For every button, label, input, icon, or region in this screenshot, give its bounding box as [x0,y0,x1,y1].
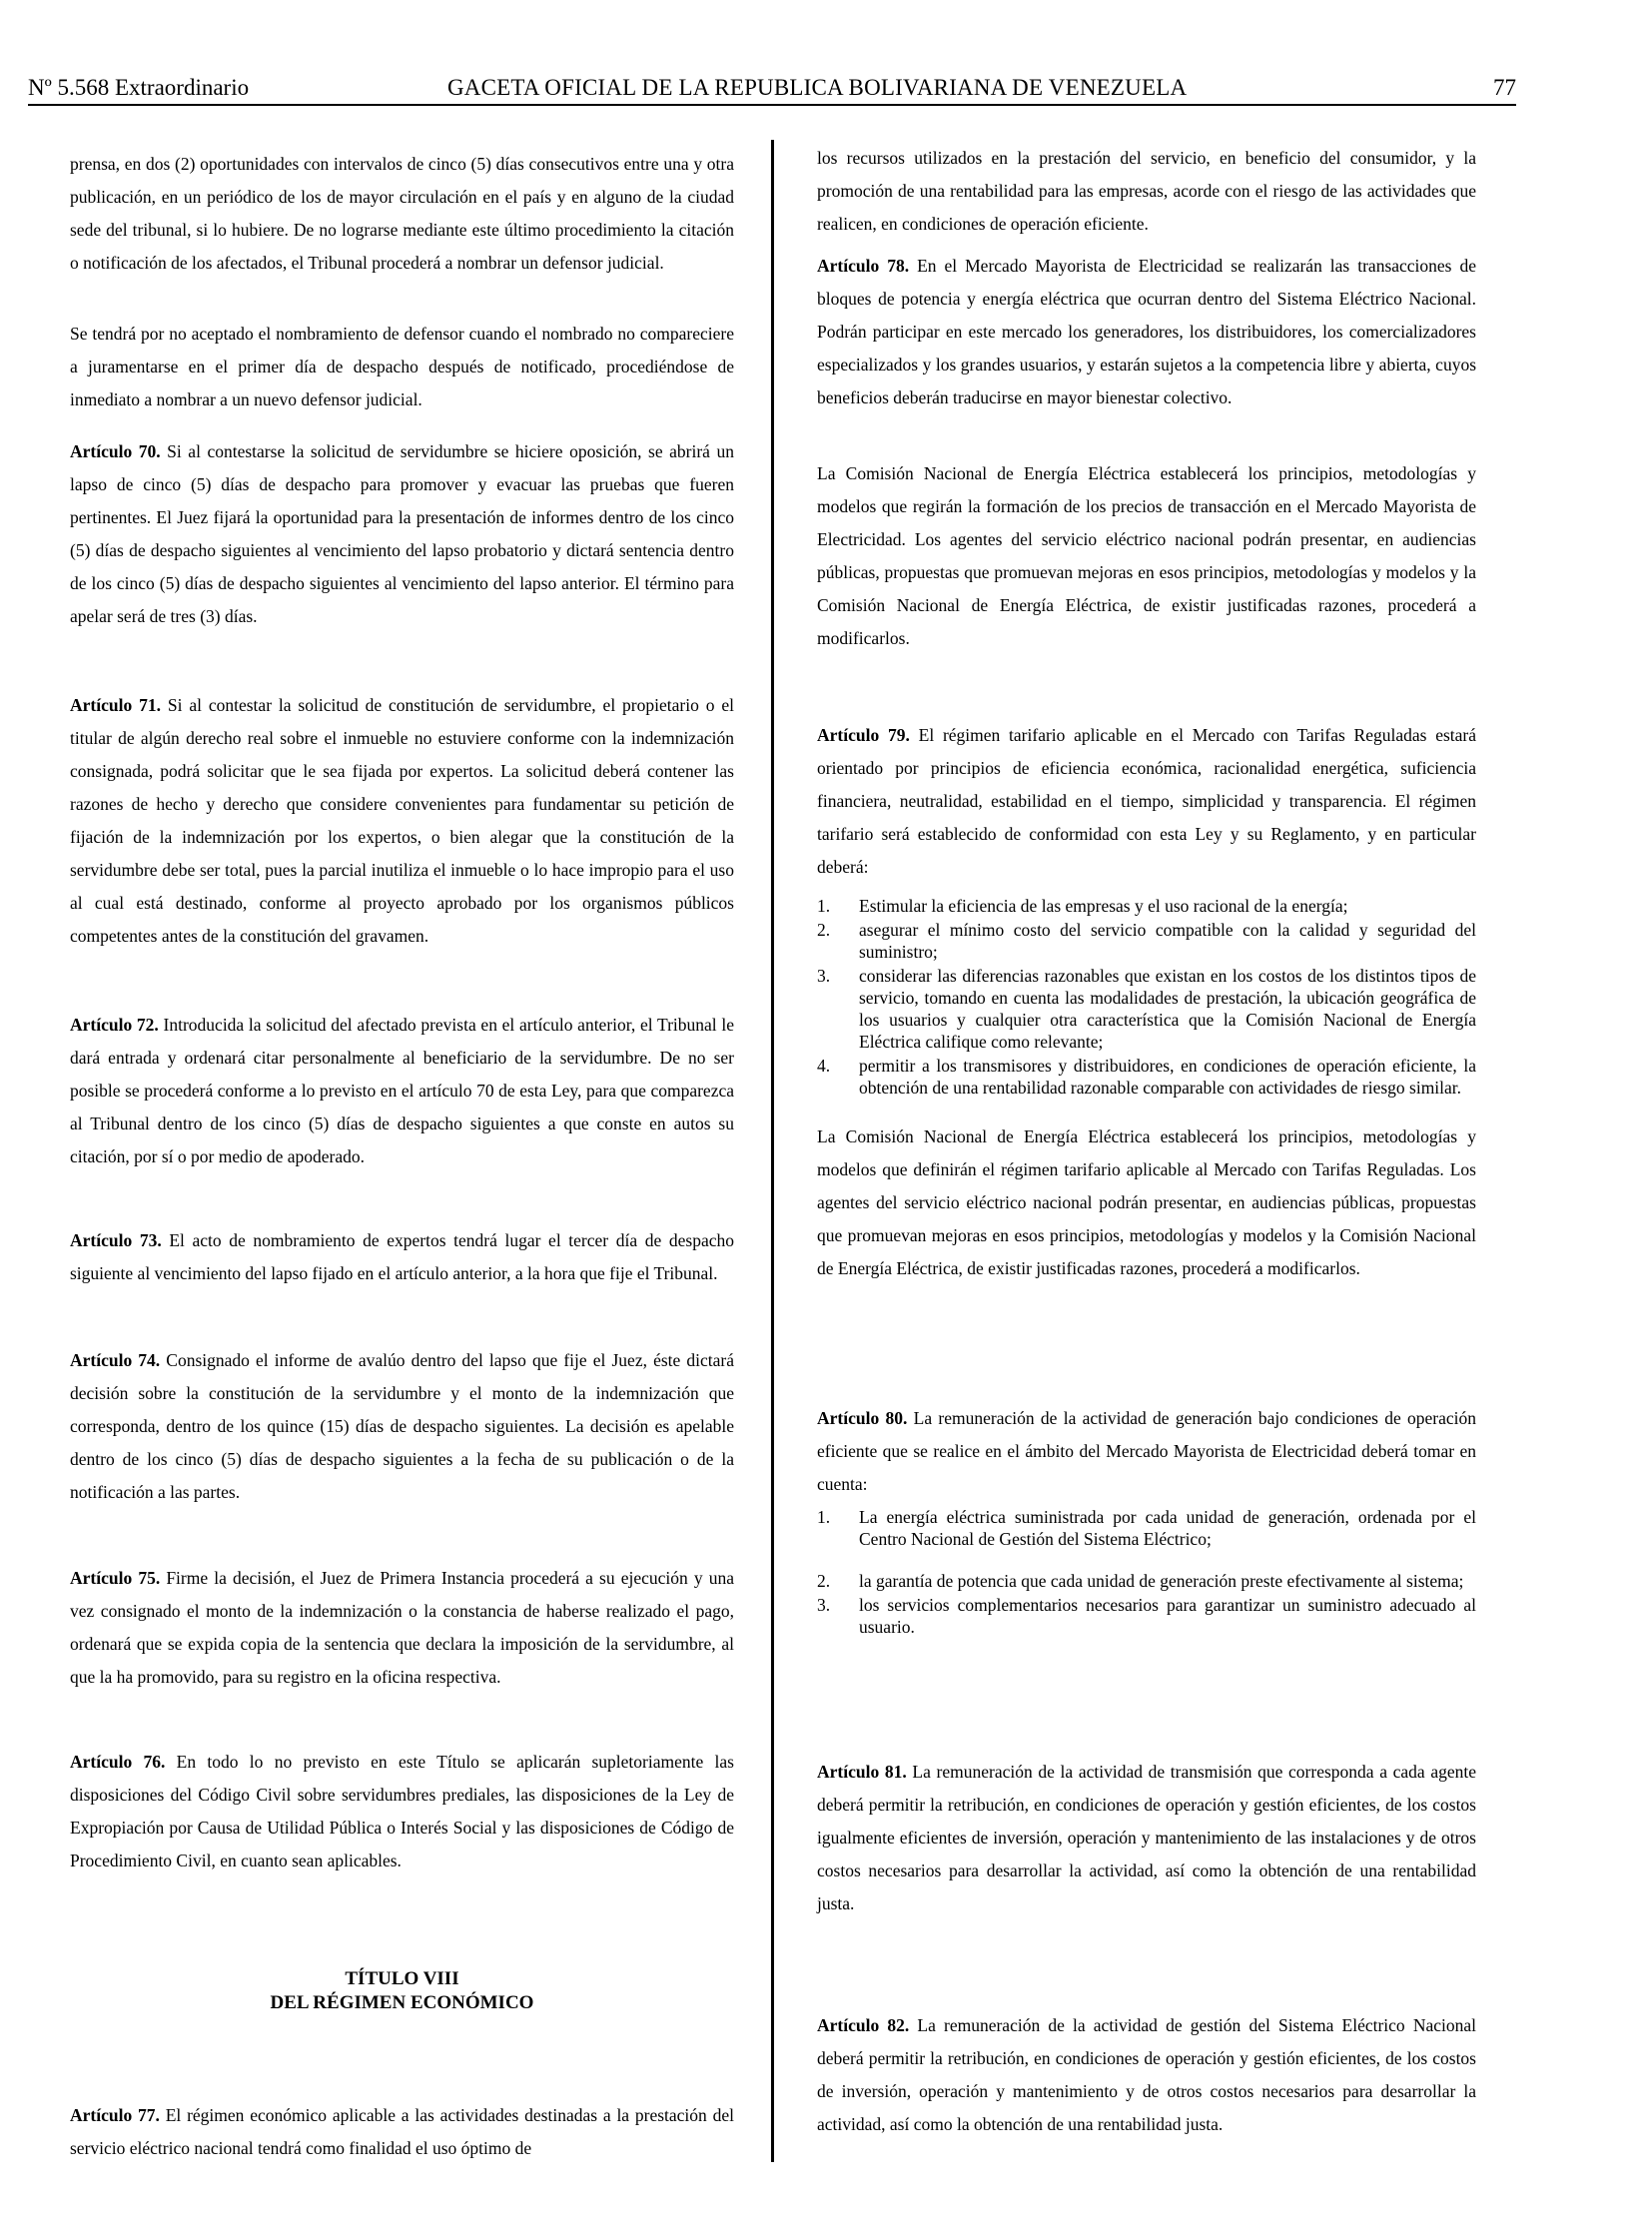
page-number: 77 [1493,75,1516,100]
title-heading [70,1967,734,2015]
article-73: Artículo 73. El acto de nombramiento de expertos tendrá lugar el tercer día de despacho siguiente al vencimiento del lapso fijado en el artículo anterior, a la hora que fije el Tribunal. [70,1230,734,1283]
list-item: 2. la garantía de potencia que cada unidad de generación preste efectivamente al sistema; [817,1571,1464,1591]
article-77-continuation: los recursos utilizados en la prestación del servicio, en beneficio del consumidor, y la promoción de una rentabilidad para las empresas, acorde con el riesgo de las actividades que realicen, en condiciones de operación eficiente. [817,148,1476,234]
list-item: 4. permitir a los transmisores y distribuidores, en condiciones de operación eficiente, la obtención de una rentabilidad razonable comparable con actividades de riesgo similar. [817,1056,1476,1098]
list-item: 1. La energía eléctrica suministrada por cada unidad de generación, ordenada por el Centro Nacional de Gestión del Sistema Eléctrico; [817,1507,1476,1549]
column-divider [771,140,774,2162]
article-77: Artículo 77. El régimen económico aplicable a las actividades destinadas a la prestación del servicio eléctrico nacional tendrá como finalidad el uso óptimo de [70,2105,734,2158]
article-78: Artículo 78. En el Mercado Mayorista de Electricidad se realizarán las transacciones de bloques de potencia y energía eléctrica que ocurran dentro del Sistema Eléctrico Nacional. Podrán participar en este mercado los generadores, los distribuidores, los comercializadores especializados y los grandes usuarios, y estarán sujetos a la competencia libre y abierta, cuyos beneficios deberán traducirse en mayor bienestar colectivo. [817,256,1477,407]
list-item: 1. Estimular la eficiencia de las empresas y el uso racional de la energía; [817,896,1348,916]
article-80: Artículo 80. La remuneración de la actividad de generación bajo condiciones de operación eficiente que se realice en el ámbito del Mercado Mayorista de Electricidad deberá tomar en cuenta: [817,1408,1476,1494]
article-70: Artículo 70. Si al contestarse la solicitud de servidumbre se hiciere oposición, se abrirá un lapso de cinco (5) días de despacho para promover y evacuar las pruebas que fueren pertinentes. El Juez fijará la oportunidad para la presentación de informes dentro de los cinco (5) días de despacho siguientes al vencimiento del lapso probatorio y dictará sentencia dentro de los cinco (5) días de despacho siguientes al vencimiento del lapso anterior. El término para apelar será de tres (3) días. [70,441,734,626]
list-item: 3. los servicios complementarios necesarios para garantizar un suministro adecuado al usuario. [817,1595,1476,1637]
paragraph-continuation: prensa, en dos (2) oportunidades con intervalos de cinco (5) días consecutivos entre una y otra publicación, en un periódico de los de mayor circulación en el país y en alguno de la ciudad sede del tribunal, si lo hubiere. De no lograrse mediante este último procedimiento la citación o notificación de los afectados, el Tribunal procederá a nombrar un defensor judicial. [70,154,734,273]
article-78-paragraph-2: La Comisión Nacional de Energía Eléctrica establecerá los principios, metodologías y modelos que regirán la formación de los precios de transacción en el Mercado Mayorista de Electricidad. Los agentes del servicio eléctrico nacional podrán presentar, en audiencias públicas, propuestas que promuevan mejoras en esos principios, metodologías y modelos y la Comisión Nacional de Energía Eléctrica, de existir justificadas razones, procederá a modificarlos. [817,463,1476,648]
article-76: Artículo 76. En todo lo no previsto en este Título se aplicarán supletoriamente las disposiciones del Código Civil sobre servidumbres prediales, las disposiciones de la Ley de Expropiación por Causa de Utilidad Pública o Interés Social y las disposiciones de Código de Procedimiento Civil, en cuanto sean aplicables. [70,1752,734,1870]
title-name: DEL RÉGIMEN ECONÓMICO [270,1992,534,2013]
article-72: Artículo 72. Introducida la solicitud del afectado prevista en el artículo anterior, el Tribunal le dará entrada y ordenará citar personalmente al beneficiario de la servidumbre. De no ser posible se procederá conforme a lo previsto en el artículo 70 de esta Ley, para que comparezca al Tribunal dentro de los cinco (5) días de despacho siguientes a que conste en autos su citación, por sí o por medio de apoderado. [70,1015,735,1166]
list-item: 2. asegurar el mínimo costo del servicio compatible con la calidad y seguridad del suministro; [817,920,1476,962]
article-79: Artículo 79. El régimen tarifario aplicable en el Mercado con Tarifas Reguladas estará orientado por principios de eficiencia económica, racionalidad energética, suficiencia financiera, neutralidad, estabilidad en el tiempo, simplicidad y transparencia. El régimen tarifario será establecido de conformidad con esta Ley y su Reglamento, y en particular deberá: [817,725,1476,877]
article-82: Artículo 82. La remuneración de la actividad de gestión del Sistema Eléctrico Nacional deberá permitir la retribución, en condiciones de operación y gestión eficientes, de los costos de inversión, operación y mantenimiento y de otros costos necesarios para desarrollar la actividad, así como la obtención de una rentabilidad justa. [817,2015,1476,2134]
article-74: Artículo 74. Consignado el informe de avalúo dentro del lapso que fije el Juez, éste dictará decisión sobre la constitución de la servidumbre y el monto de la indemnización que corresponda, dentro de los quince (15) días de despacho siguientes. La decisión es apelable dentro de los cinco (5) días de despacho siguientes a la fecha de su publicación o de la notificación a las partes. [70,1350,734,1502]
list-item: 3. considerar las diferencias razonables que existan en los costos de los distintos tipos de servicio, tomando en cuenta las modalidades de prestación, la ubicación geográfica de los usuarios y cualquier otra característica que la Comisión Nacional de Energía Eléctrica califique como relevante; [817,966,1476,1052]
paragraph-defensor: Se tendrá por no aceptado el nombramiento de defensor cuando el nombrado no compareciere a juramentarse en el primer día de despacho después de notificado, procediéndose de inmediato a nombrar a un nuevo defensor judicial. [70,324,734,409]
article-75: Artículo 75. Firme la decisión, el Juez de Primera Instancia procederá a su ejecución y una vez consignado el monto de la indemnización o la constancia de haberse realizado el pago, ordenará que se expida copia de la sentencia que declara la imposición de la servidumbre, al que la ha promovido, para su registro en la oficina respectiva. [70,1568,734,1687]
issue-number: Nº 5.568 Extraordinario [28,75,250,100]
publication-title: GACETA OFICIAL DE LA REPUBLICA BOLIVARIANA DE VENEZUELA [447,75,1188,100]
article-71: Artículo 71. Si al contestar la solicitud de constitución de servidumbre, el propietario o el titular de algún derecho real sobre el inmueble no estuviere conforme con la indemnización consignada, podrá solicitar que le sea fijada por expertos. La solicitud deberá contener las razones de hecho y derecho que considere convenientes para fundamentar su petición de fijación de la indemnización por los expertos, o bien alegar que la constitución de la servidumbre debe ser total, pues la parcial inutiliza el inmueble o lo hace impropio para el uso al cual está destinado, conforme al proyecto aprobado por los organismos públicos competentes antes de la constitución del gravamen. [70,695,734,946]
page-header [28,74,1516,106]
title-number: TÍTULO VIII [345,1968,459,1989]
article-80-list [817,1506,1476,1640]
article-79-list [817,895,1476,1101]
article-79-paragraph-2: La Comisión Nacional de Energía Eléctrica establecerá los principios, metodologías y modelos que definirán el régimen tarifario aplicable al Mercado con Tarifas Reguladas. Los agentes del servicio eléctrico nacional podrán presentar, en audiencias públicas, propuestas que promuevan mejoras en esos principios, metodologías y modelos y la Comisión Nacional de Energía Eléctrica, de existir justificadas razones, procederá a modificarlos. [817,1126,1476,1278]
article-81: Artículo 81. La remuneración de la actividad de transmisión que corresponda a cada agente deberá permitir la retribución, en condiciones de operación y gestión eficientes, de los costos igualmente eficientes de inversión, operación y mantenimiento de las instalaciones y de otros costos necesarios para desarrollar la actividad, así como la obtención de una rentabilidad justa. [817,1762,1477,1913]
